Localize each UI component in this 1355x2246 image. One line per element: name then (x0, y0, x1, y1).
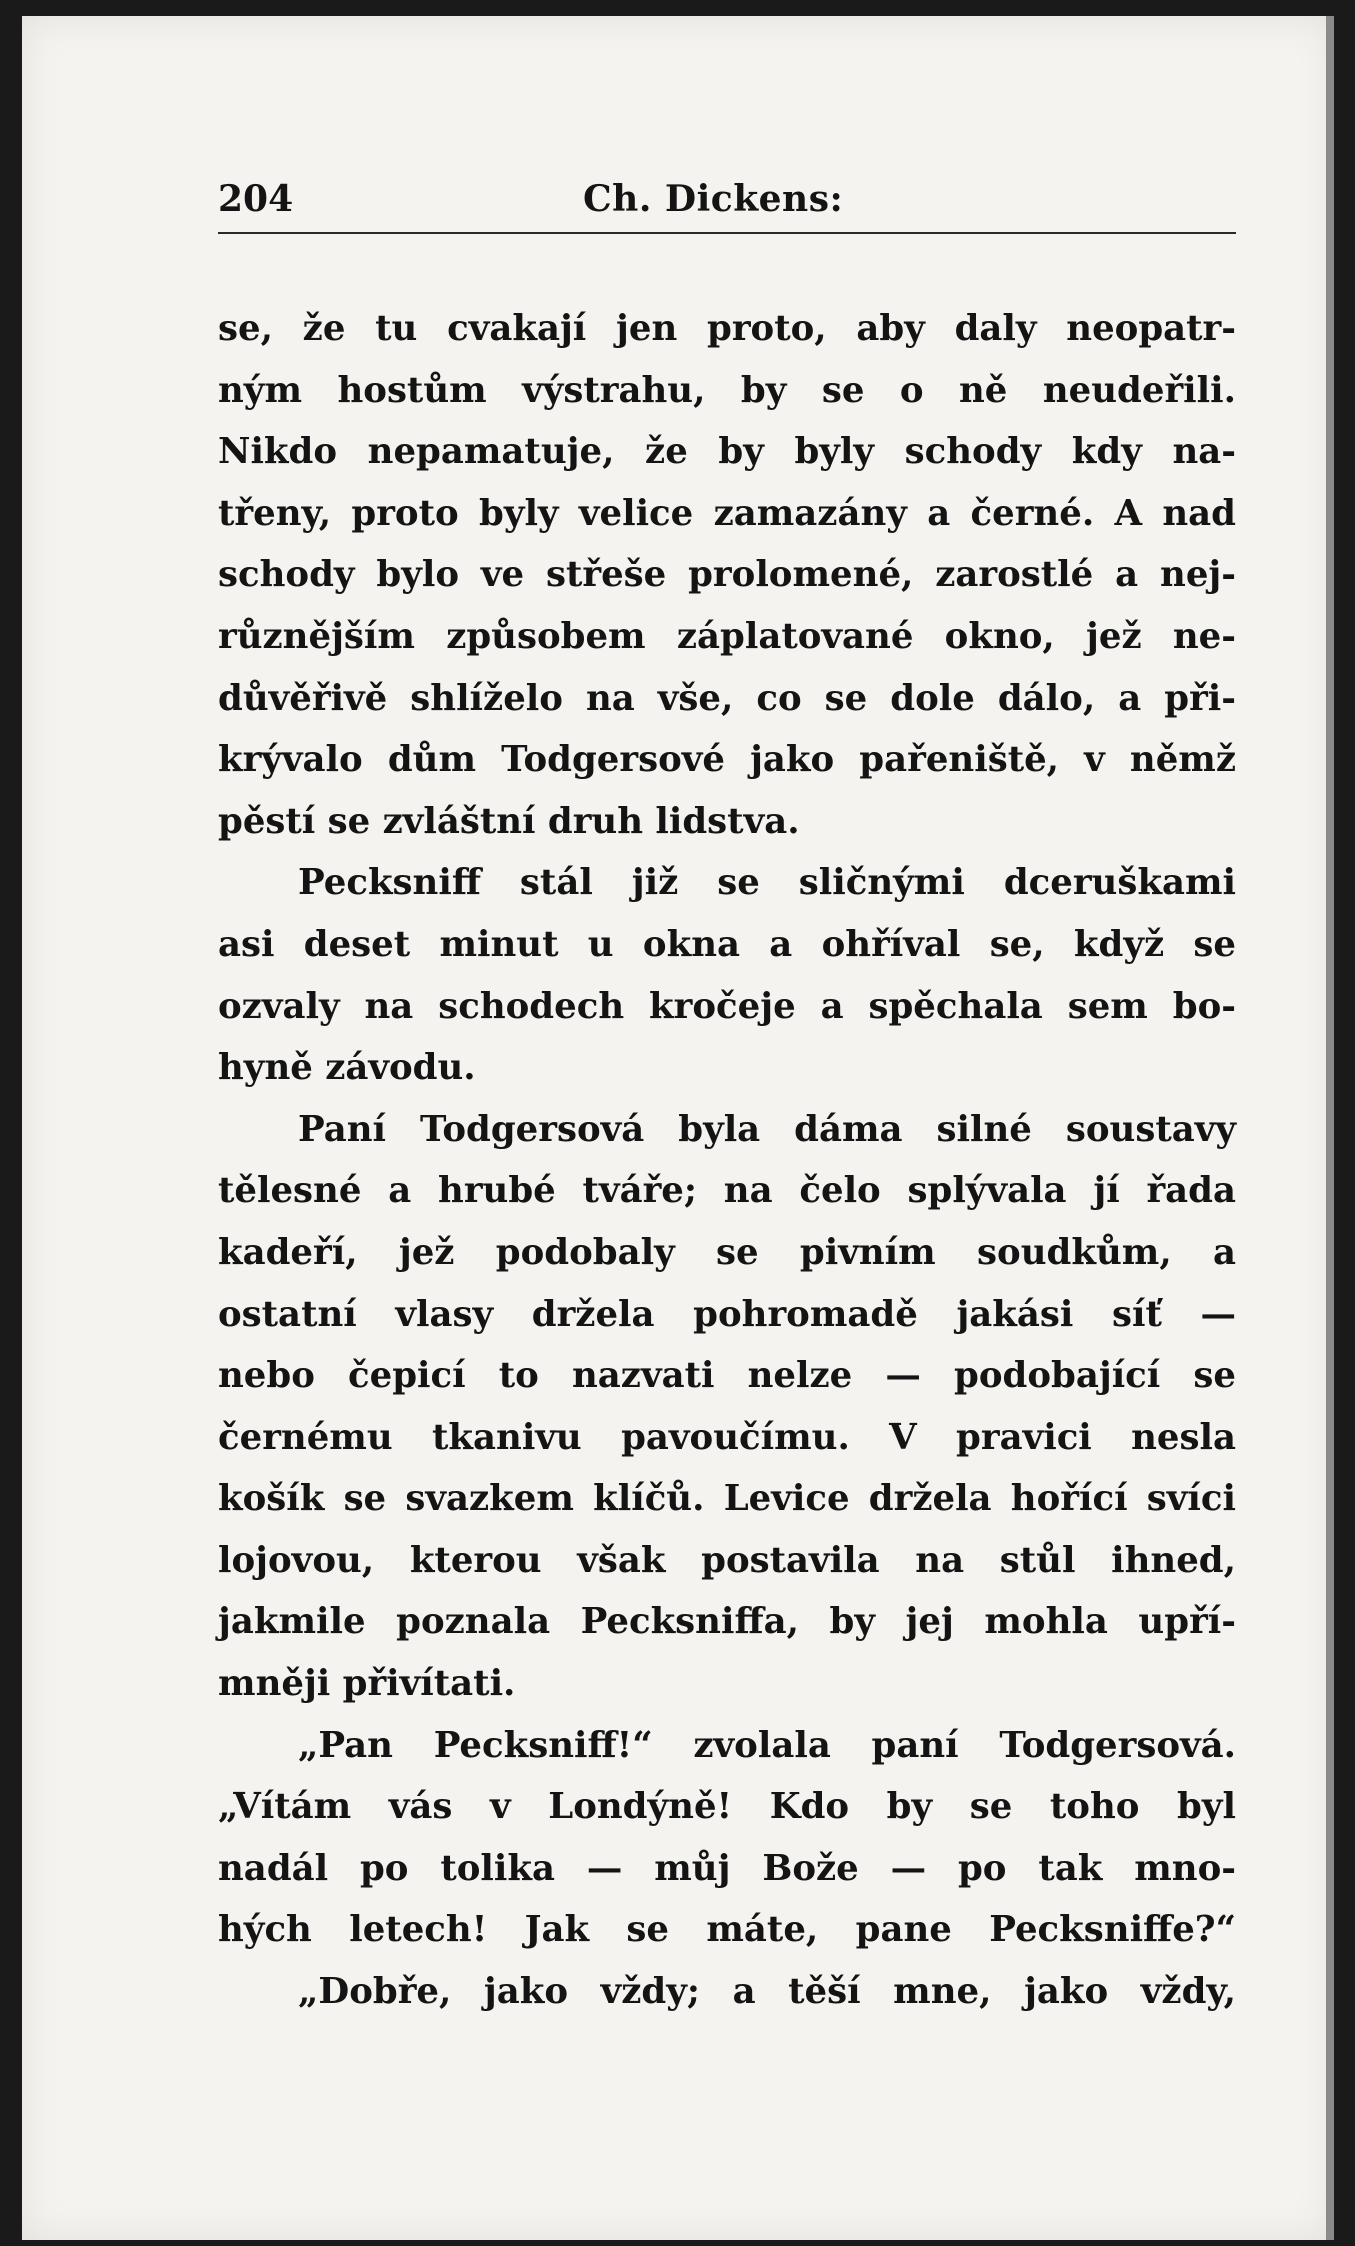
page-edge (1326, 16, 1334, 2240)
text-line: jakmile poznala Pecksniffa, by jej mohla upří- (218, 1601, 1236, 1643)
text-line: hých letech! Jak se máte, pane Pecksniffe?“ (218, 1909, 1236, 1951)
text-line: ostatní vlasy držela pohromadě jakási síť — (218, 1293, 1236, 1335)
text-line: košík se svazkem klíčů. Levice držela hořící svíci (218, 1478, 1236, 1520)
text-line: „Dobře, jako vždy; a těší mne, jako vždy, (298, 1971, 1236, 2013)
body-text (218, 298, 1236, 2023)
text-line: nebo čepicí to nazvati nelze — podobající se (218, 1355, 1236, 1397)
text-line: „Pan Pecksniff!“ zvolala paní Todgersová. (298, 1724, 1236, 1766)
text-line: hyně závodu. (218, 1047, 476, 1089)
text-line: ným hostům výstrahu, by se o ně neudeřili. (218, 369, 1236, 411)
text-line: nadál po tolika — můj Bože — po tak mno- (218, 1847, 1236, 1889)
text-line: různějším způsobem záplatované okno, jež ne- (218, 615, 1236, 657)
text-line: „Vítám vás v Londýně! Kdo by se toho byl (218, 1786, 1236, 1828)
text-line: Pecksniff stál již se sličnými dceruškami (298, 862, 1236, 904)
page-number: 204 (218, 178, 294, 220)
text-line: tělesné a hrubé tváře; na čelo splývala jí řada (218, 1170, 1236, 1212)
text-line: lojovou, kterou však postavila na stůl ihned, (218, 1539, 1236, 1581)
page-header (218, 178, 1236, 222)
text-line: Paní Todgersová byla dáma silné soustavy (298, 1108, 1236, 1150)
text-line: krývalo dům Todgersové jako pařeniště, v němž (218, 739, 1236, 781)
text-line: ozvaly na schodech kročeje a spěchala sem bo- (218, 985, 1236, 1027)
text-line: asi deset minut u okna a ohříval se, když se (218, 923, 1236, 965)
text-line: třeny, proto byly velice zamazány a černé. A nad (218, 492, 1236, 534)
text-line: mněji přivítati. (218, 1663, 516, 1705)
text-line: kadeří, jež podobaly se pivním soudkům, a (218, 1231, 1236, 1273)
header-rule (218, 232, 1236, 234)
running-head: Ch. Dickens: (583, 178, 844, 220)
text-line: černému tkanivu pavoučímu. V pravici nesla (218, 1416, 1236, 1458)
text-line: Nikdo nepamatuje, že by byly schody kdy na- (218, 431, 1236, 473)
text-line: důvěřivě shlíželo na vše, co se dole dálo, a při- (218, 677, 1236, 719)
text-line: schody bylo ve střeše prolomené, zarostlé a nej- (218, 554, 1236, 596)
text-line: se, že tu cvakají jen proto, aby daly neopatr- (218, 308, 1236, 349)
text-line: pěstí se zvláštní druh lidstva. (218, 800, 800, 842)
